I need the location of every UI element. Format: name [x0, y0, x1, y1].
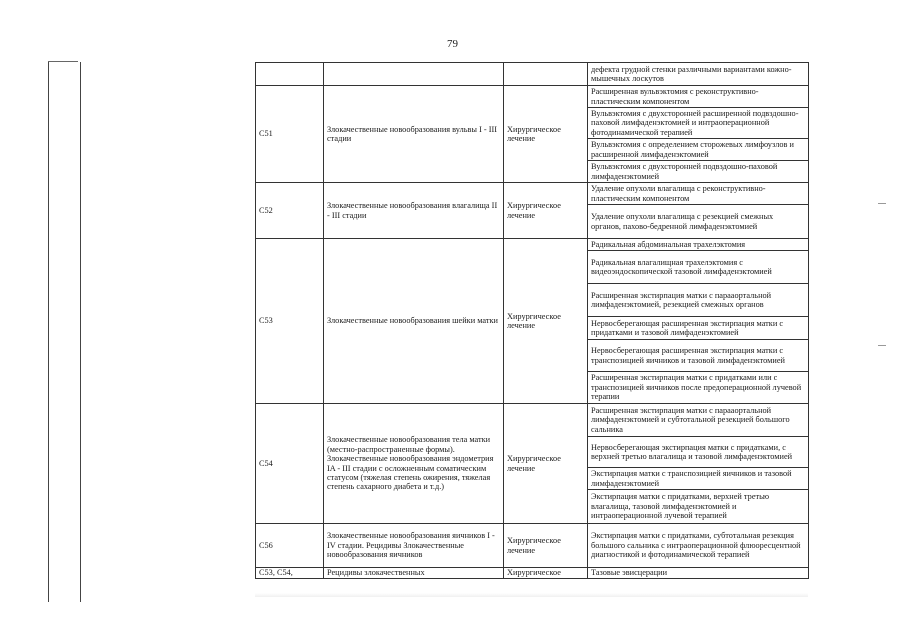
- method-cell: Тазовые эвисцерации: [588, 568, 809, 579]
- method-cell: Вульвэктомия с определением сторожевых лимфоузлов и расширенной лимфаденэктомией: [588, 139, 809, 161]
- treatment-cell: Хирургическое лечение: [504, 404, 588, 524]
- right-margin-tick: [878, 345, 886, 346]
- diagnosis-cell: Рецидивы злокачественных: [324, 568, 504, 579]
- diagnosis-cell: Злокачественные новообразования тела матки (местно-распространенные формы). Злокачественные новообразования эндометрия IA - III стадии с осложненным соматическим статусом (тяжелая степень ожирения, тяжелая степень сахарного диабета и т.д.): [324, 404, 504, 524]
- method-cell: Расширенная вульвэктомия с реконструктивно-пластическим компонентом: [588, 86, 809, 108]
- method-cell: Нервосберегающая расширенная экстирпация матки с транспозицией яичников и тазовой лимфаденэктомией: [588, 340, 809, 372]
- margin-line-right: [80, 62, 81, 602]
- treatment-cell: Хирургическое лечение: [504, 86, 588, 183]
- treatment-cell: Хирургическое лечение: [504, 524, 588, 568]
- method-cell: Расширенная экстирпация матки с придатками или с транспозицией яичников после предоперационной лучевой терапии: [588, 372, 809, 404]
- table-row: [256, 404, 809, 437]
- margin-line-left: [48, 62, 49, 602]
- table-row: [256, 524, 809, 568]
- method-cell: Удаление опухоли влагалища с резекцией смежных органов, пахово-бедренной лимфаденэктомией: [588, 205, 809, 239]
- code-cell: [256, 63, 324, 86]
- treatment-cell: Хирургическое: [504, 568, 588, 579]
- table-row: [256, 568, 809, 579]
- method-cell: Радикальная абдоминальная трахелэктомия: [588, 239, 809, 251]
- treatment-cell: Хирургическое лечение: [504, 239, 588, 404]
- table-row: [256, 86, 809, 108]
- method-cell: Вульвэктомия с двухсторонней подвздошно-паховой лимфаденэктомией: [588, 161, 809, 183]
- treatment-cell: Хирургическое лечение: [504, 183, 588, 239]
- method-cell: Радикальная влагалищная трахелэктомия с видеоэндоскопической тазовой лимфаденэктомией: [588, 251, 809, 284]
- margin-dash: [48, 61, 78, 62]
- method-cell: Нервосберегающая экстирпация матки с придатками, с верхней третью влагалища и тазовой лимфаденэктомией: [588, 437, 809, 468]
- diagnosis-cell: Злокачественные новообразования вульвы I - III стадии: [324, 86, 504, 183]
- diagnosis-cell: Злокачественные новообразования яичников I - IV стадии. Рецидивы Злокачественные новообразования яичников: [324, 524, 504, 568]
- code-cell: C51: [256, 86, 324, 183]
- method-cell: Нервосберегающая расширенная экстирпация матки с придатками и тазовой лимфаденэктомией: [588, 317, 809, 340]
- medical-table: [255, 62, 809, 579]
- method-cell: Экстирпация матки с транспозицией яичников и тазовой лимфаденэктомией: [588, 468, 809, 490]
- diagnosis-cell: Злокачественные новообразования влагалища II - III стадии: [324, 183, 504, 239]
- treatment-cell: [504, 63, 588, 86]
- code-cell: C53, C54,: [256, 568, 324, 579]
- page-cut-edge: [255, 593, 808, 597]
- method-cell: Экстирпация матки с придатками, верхней третью влагалища, тазовой лимфаденэктомией и интраоперационной лучевой терапией: [588, 490, 809, 524]
- table-row: [256, 239, 809, 251]
- method-cell: дефекта грудной стенки различными вариантами кожно-мышечных лоскутов: [588, 63, 809, 86]
- method-cell: Расширенная экстирпация матки с парааортальной лимфаденэктомией и субтотальной резекцией большого сальника: [588, 404, 809, 437]
- code-cell: C54: [256, 404, 324, 524]
- code-cell: C56: [256, 524, 324, 568]
- table-row: [256, 183, 809, 205]
- table-row: [256, 63, 809, 86]
- method-cell: Расширенная экстирпация матки с парааортальной лимфаденэктомией, резекцией смежных органов: [588, 284, 809, 317]
- right-margin-tick: [878, 203, 886, 204]
- code-cell: C53: [256, 239, 324, 404]
- diagnosis-cell: Злокачественные новообразования шейки матки: [324, 239, 504, 404]
- method-cell: Удаление опухоли влагалища с реконструктивно-пластическим компонентом: [588, 183, 809, 205]
- page-number: 79: [447, 38, 458, 50]
- code-cell: C52: [256, 183, 324, 239]
- method-cell: Экстирпация матки с придатками, субтотальная резекция большого сальника с интраоперационной флюоресцентной диагностикой и фотодинамической терапией: [588, 524, 809, 568]
- method-cell: Вульвэктомия с двухсторонней расширенной подвздошно-паховой лимфаденэктомией и интраоперационной фотодинамической терапией: [588, 108, 809, 139]
- diagnosis-cell: [324, 63, 504, 86]
